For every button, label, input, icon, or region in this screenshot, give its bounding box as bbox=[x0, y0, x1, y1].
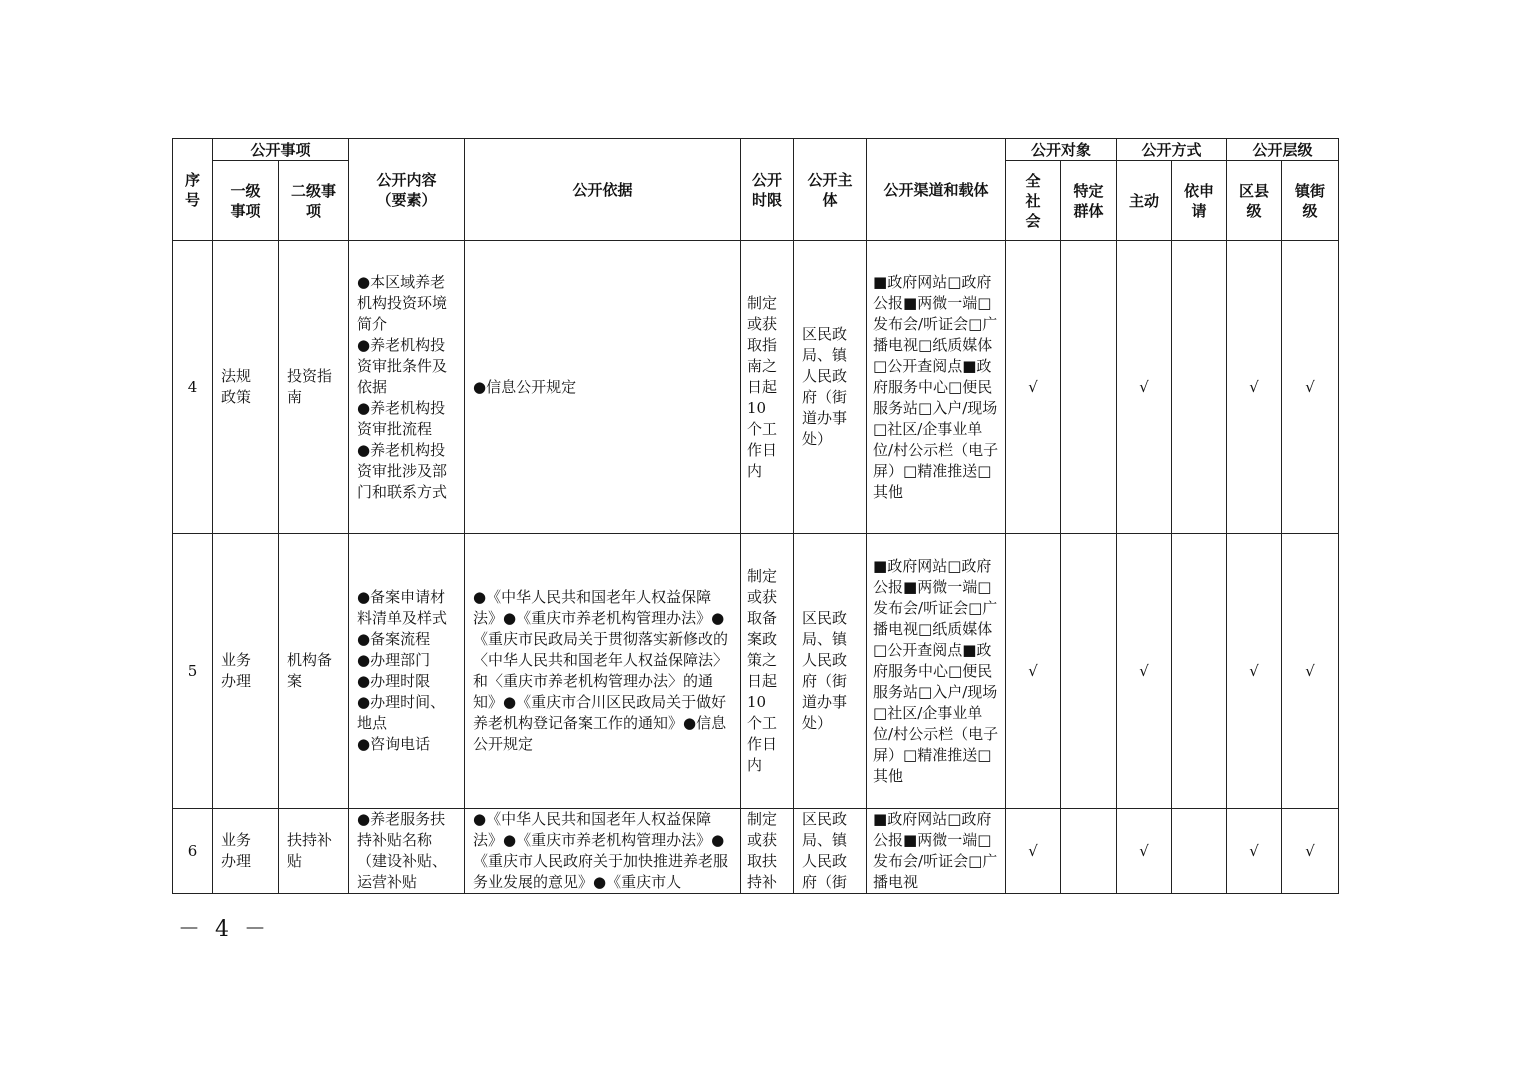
header-method-group: 公开方式 bbox=[1117, 139, 1227, 161]
header-level-group: 公开层级 bbox=[1227, 139, 1339, 161]
row-audience-specific bbox=[1061, 809, 1117, 894]
row-content bbox=[349, 809, 465, 894]
row-basis: ●《中华人民共和国老年人权益保障法》●《重庆市养老机构管理办法》●《重庆市人民政府关于加快推进养老服务业发展的意见》●《重庆市人 bbox=[465, 809, 741, 894]
content-item: ●办理时限 bbox=[357, 672, 431, 690]
row-channel: ■政府网站□政府公报■两微一端□发布会/听证会□广播电视 bbox=[867, 809, 1006, 894]
row-channel: ■政府网站□政府公报■两微一端□发布会/听证会□广播电视□纸质媒体□公开查阅点■政府服务中心□便民服务站□入户/现场□社区/企事业单位/村公示栏（电子屏）□精准推送□其他 bbox=[867, 241, 1006, 534]
row-level-district: √ bbox=[1227, 534, 1282, 809]
table-row bbox=[173, 241, 1339, 534]
table-header bbox=[173, 139, 1339, 241]
header-items-group: 公开事项 bbox=[213, 139, 349, 161]
row-time-limit: 制定或获取扶持补 bbox=[741, 809, 794, 894]
content-item: ●备案申请材料清单及样式 bbox=[357, 588, 448, 627]
row-level1: 业务办理 bbox=[213, 534, 279, 809]
row-audience-all: √ bbox=[1006, 241, 1061, 534]
table-row bbox=[173, 809, 1339, 894]
header-subject: 公开主体 bbox=[794, 139, 867, 241]
row-time-limit: 制定或获取指南之日起10个工作日内 bbox=[741, 241, 794, 534]
header-audience-group: 公开对象 bbox=[1006, 139, 1117, 161]
row-subject: 区民政局、镇人民政府（街道办事处） bbox=[794, 534, 867, 809]
row-seq: 4 bbox=[173, 241, 213, 534]
disclosure-table bbox=[172, 138, 1339, 894]
header-channel: 公开渠道和载体 bbox=[867, 139, 1006, 241]
header-audience-specific: 特定群体 bbox=[1061, 161, 1117, 241]
row-level-district: √ bbox=[1227, 809, 1282, 894]
row-method-active: √ bbox=[1117, 809, 1172, 894]
row-seq: 6 bbox=[173, 809, 213, 894]
row-time-limit: 制定或获取备案政策之日起10个工作日内 bbox=[741, 534, 794, 809]
content-item: ●办理部门 bbox=[357, 651, 431, 669]
row-channel: ■政府网站□政府公报■两微一端□发布会/听证会□广播电视□纸质媒体□公开查阅点■政府服务中心□便民服务站□入户/现场□社区/企事业单位/村公示栏（电子屏）□精准推送□其他 bbox=[867, 534, 1006, 809]
row-level-town: √ bbox=[1282, 809, 1339, 894]
row-level2: 扶持补贴 bbox=[279, 809, 349, 894]
content-item: ●养老机构投资审批条件及依据 bbox=[357, 335, 448, 396]
row-level2: 投资指南 bbox=[279, 241, 349, 534]
content-item: ●本区域养老机构投资环境简介 bbox=[357, 272, 448, 333]
row-content bbox=[349, 534, 465, 809]
row-basis: ●信息公开规定 bbox=[465, 241, 741, 534]
header-level1: 一级事项 bbox=[213, 161, 279, 241]
row-audience-specific bbox=[1061, 534, 1117, 809]
row-subject: 区民政局、镇人民政府（街 bbox=[794, 809, 867, 894]
header-method-active: 主动 bbox=[1117, 161, 1172, 241]
header-basis: 公开依据 bbox=[465, 139, 741, 241]
header-level2: 二级事项 bbox=[279, 161, 349, 241]
row-level1: 业务办理 bbox=[213, 809, 279, 894]
content-item: ●养老机构投资审批流程 bbox=[357, 398, 446, 438]
row-basis: ●《中华人民共和国老年人权益保障法》●《重庆市养老机构管理办法》●《重庆市民政局关于贯彻落实新修改的〈中华人民共和国老年人权益保障法〉和〈重庆市养老机构管理办法〉的通知》●《重庆市合川区民政局关于做好养老机构登记备案工作的通知》●信息公开规定 bbox=[465, 534, 741, 809]
header-time-limit: 公开时限 bbox=[741, 139, 794, 241]
row-level-district: √ bbox=[1227, 241, 1282, 534]
row-method-request bbox=[1172, 534, 1227, 809]
row-method-request bbox=[1172, 241, 1227, 534]
row-method-active: √ bbox=[1117, 534, 1172, 809]
content-item: ●养老机构投资审批涉及部门和联系方式 bbox=[357, 440, 448, 501]
row-audience-all: √ bbox=[1006, 809, 1061, 894]
page-number: － 4 － bbox=[178, 917, 270, 942]
row-content bbox=[349, 241, 465, 534]
header-seq: 序号 bbox=[173, 139, 213, 241]
row-level2: 机构备案 bbox=[279, 534, 349, 809]
header-content: 公开内容（要素） bbox=[349, 139, 465, 241]
row-method-request bbox=[1172, 809, 1227, 894]
table-row bbox=[173, 534, 1339, 809]
content-item: ●养老服务扶持补贴名称（建设补贴、运营补贴 bbox=[357, 810, 448, 891]
row-seq: 5 bbox=[173, 534, 213, 809]
row-level-town: √ bbox=[1282, 241, 1339, 534]
content-item: ●办理时间、地点 bbox=[357, 693, 446, 732]
row-level1: 法规政策 bbox=[213, 241, 279, 534]
content-item: ●咨询电话 bbox=[357, 735, 431, 753]
header-method-request: 依申请 bbox=[1172, 161, 1227, 241]
row-method-active: √ bbox=[1117, 241, 1172, 534]
row-audience-specific bbox=[1061, 241, 1117, 534]
header-level-district: 区县级 bbox=[1227, 161, 1282, 241]
row-level-town: √ bbox=[1282, 534, 1339, 809]
content-item: ●备案流程 bbox=[357, 630, 431, 648]
header-level-town: 镇街级 bbox=[1282, 161, 1339, 241]
row-subject: 区民政局、镇人民政府（街道办事处） bbox=[794, 241, 867, 534]
header-audience-all: 全社会 bbox=[1006, 161, 1061, 241]
row-audience-all: √ bbox=[1006, 534, 1061, 809]
